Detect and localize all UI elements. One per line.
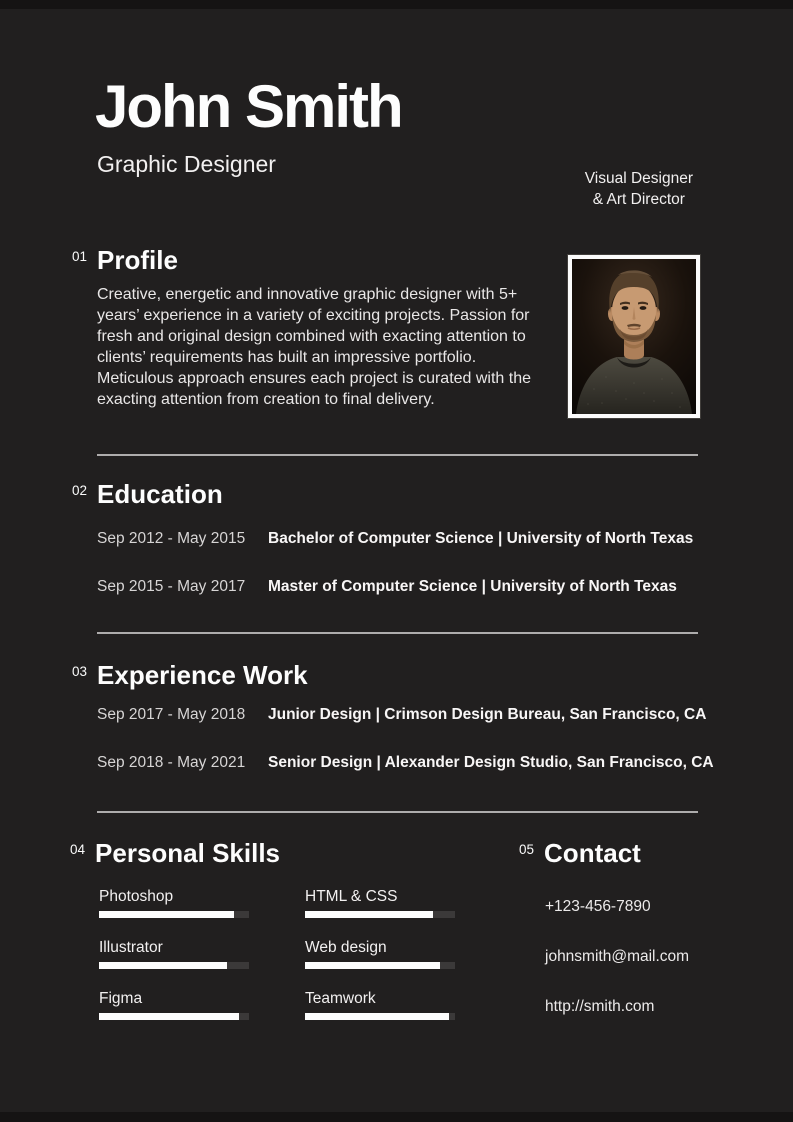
skill-label: Web design — [305, 939, 387, 956]
skill-item — [305, 887, 455, 918]
education-row — [97, 529, 693, 548]
education-description: Master of Computer Science | University of North Texas — [268, 578, 677, 595]
profile-photo — [568, 255, 700, 418]
contact-phone: +123-456-7890 — [545, 898, 651, 915]
skill-item — [99, 887, 249, 918]
skill-bar-fill — [99, 911, 234, 918]
experience-description: Senior Design | Alexander Design Studio, San Francisco, CA — [268, 754, 714, 771]
portrait-illustration — [572, 259, 696, 414]
education-description: Bachelor of Computer Science | University of North Texas — [268, 530, 694, 547]
skill-bar-track — [99, 962, 249, 969]
section-heading-contact — [519, 840, 641, 866]
person-role: Graphic Designer — [97, 151, 276, 177]
person-tagline — [585, 168, 693, 210]
tagline-line-2: & Art Director — [592, 191, 685, 208]
skill-bar-track — [99, 911, 249, 918]
section-number-education: 02 — [72, 483, 88, 498]
contact-website: http://smith.com — [545, 998, 655, 1015]
section-title-skills: Personal Skills — [95, 838, 281, 868]
section-heading-profile — [72, 247, 178, 273]
divider-experience-skills — [97, 811, 698, 813]
skill-bar-fill — [305, 911, 433, 918]
skill-item — [305, 989, 455, 1020]
skill-bar-track — [305, 911, 455, 918]
experience-dates: Sep 2018 - May 2021 — [97, 754, 246, 771]
skill-item — [99, 938, 249, 969]
contact-list — [545, 897, 689, 1047]
skill-bar-fill — [305, 962, 440, 969]
skill-label: Teamwork — [305, 990, 376, 1007]
section-number-skills: 04 — [70, 842, 86, 857]
divider-profile-education — [97, 454, 698, 456]
skill-label: Figma — [99, 990, 143, 1007]
person-name: John Smith — [95, 73, 402, 140]
skill-label: Photoshop — [99, 888, 174, 905]
section-number-contact: 05 — [519, 842, 535, 857]
education-dates: Sep 2012 - May 2015 — [97, 530, 246, 547]
contact-email: johnsmith@mail.com — [545, 948, 690, 965]
section-number-experience: 03 — [72, 664, 88, 679]
skill-bar-track — [305, 1013, 455, 1020]
section-title-contact: Contact — [544, 838, 641, 868]
education-dates: Sep 2015 - May 2017 — [97, 578, 246, 595]
education-row — [97, 577, 677, 596]
experience-row — [97, 705, 706, 724]
section-heading-skills — [70, 840, 280, 866]
skill-bar-fill — [99, 1013, 239, 1020]
skill-bar-track — [305, 962, 455, 969]
section-title-profile: Profile — [97, 245, 178, 275]
profile-summary: Creative, energetic and innovative graphic designer with 5+ years’ experience in a variety of exciting projects. Passion for fresh and original design combined with exacting attention to clients’ requirements has built an impressive portfolio. Meticulous approach ensures each project is curated with the exacting attention from creation to final delivery. — [97, 286, 532, 408]
page-edge-top — [0, 0, 793, 9]
skill-label: HTML & CSS — [305, 888, 398, 905]
skill-label: Illustrator — [99, 939, 163, 956]
experience-row — [97, 753, 714, 772]
experience-dates: Sep 2017 - May 2018 — [97, 706, 246, 723]
page-edge-bottom — [0, 1112, 793, 1122]
skill-item — [99, 989, 249, 1020]
experience-description: Junior Design | Crimson Design Bureau, San Francisco, CA — [268, 706, 707, 723]
section-title-education: Education — [97, 479, 223, 509]
skills-column-right — [305, 887, 455, 1040]
section-title-experience: Experience Work — [97, 660, 308, 690]
skill-bar-fill — [305, 1013, 449, 1020]
skill-bar-fill — [99, 962, 227, 969]
skills-column-left — [99, 887, 249, 1040]
skill-bar-track — [99, 1013, 249, 1020]
section-heading-education — [72, 481, 223, 507]
divider-education-experience — [97, 632, 698, 634]
tagline-line-1: Visual Designer — [584, 170, 693, 187]
section-number-profile: 01 — [72, 249, 88, 264]
section-heading-experience — [72, 662, 308, 688]
skill-item — [305, 938, 455, 969]
